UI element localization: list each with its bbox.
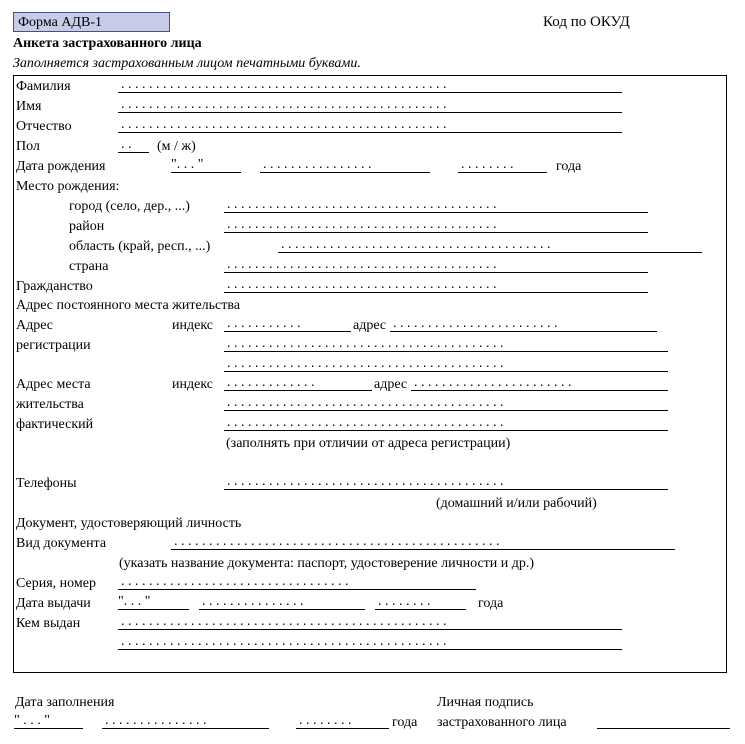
phones-note: (домашний и/или рабочий) [436,496,597,511]
patronymic-label: Отчество [16,119,72,134]
form-name: Форма АДВ-1 [18,15,102,30]
birth-day-field[interactable]: ". . . " [171,158,241,173]
region-label: область (край, респ., ...) [69,239,211,254]
first-name-field[interactable]: . . . . . . . . . . . . . . . . . . . . . . . . . . . . . . . . . . . . . . . . . . . . . . . [118,98,622,113]
district-field[interactable]: . . . . . . . . . . . . . . . . . . . . . . . . . . . . . . . . . . . . . . . [224,218,648,233]
actual-index-field[interactable]: . . . . . . . . . . . . . [224,376,372,391]
phones-label: Телефоны [16,476,77,491]
issued-by-field-1[interactable]: . . . . . . . . . . . . . . . . . . . . . . . . . . . . . . . . . . . . . . . . . . . . . . . [118,615,622,630]
citizenship-label: Гражданство [16,279,93,294]
form-title: Анкета застрахованного лица [13,36,202,51]
series-number-label: Серия, номер [16,576,96,591]
permanent-address-heading: Адрес постоянного места жительства [16,298,241,313]
phones-field[interactable]: . . . . . . . . . . . . . . . . . . . . . . . . . . . . . . . . . . . . . . . . [224,475,668,490]
okud-label: Код по ОКУД [543,14,630,30]
actual-address-label-line3: фактический [16,417,94,432]
issue-month-field[interactable]: . . . . . . . . . . . . . . . [199,595,365,610]
reg-index-label: индекс [172,318,213,333]
birth-year-field[interactable]: . . . . . . . . [458,158,547,173]
surname-label: Фамилия [16,79,71,94]
reg-address-field-1[interactable]: . . . . . . . . . . . . . . . . . . . . . . . . [390,317,657,332]
actual-address-label: адрес [374,377,408,392]
signature-label-line2: застрахованного лица [437,715,567,730]
city-label: город (село, дер., ...) [69,199,190,214]
citizenship-field[interactable]: . . . . . . . . . . . . . . . . . . . . . . . . . . . . . . . . . . . . . . . [224,278,648,293]
city-field[interactable]: . . . . . . . . . . . . . . . . . . . . . . . . . . . . . . . . . . . . . . . [224,198,648,213]
region-field[interactable]: . . . . . . . . . . . . . . . . . . . . . . . . . . . . . . . . . . . . . . . [278,238,702,253]
form-subtitle: Заполняется застрахованным лицом печатными буквами. [13,56,361,71]
birth-date-label: Дата рождения [16,159,106,174]
actual-address-field-3[interactable]: . . . . . . . . . . . . . . . . . . . . . . . . . . . . . . . . . . . . . . . . [224,416,668,431]
issue-year-suffix: года [478,596,504,611]
first-name-label: Имя [16,99,42,114]
surname-field[interactable]: . . . . . . . . . . . . . . . . . . . . . . . . . . . . . . . . . . . . . . . . . . . . . . . [118,78,622,93]
sex-hint: (м / ж) [157,139,196,154]
doc-type-label: Вид документа [16,536,107,551]
identity-doc-heading: Документ, удостоверяющий личность [16,516,242,531]
sex-field[interactable]: . . [118,138,149,153]
issued-by-label: Кем выдан [16,616,81,631]
reg-address-field-3[interactable]: . . . . . . . . . . . . . . . . . . . . . . . . . . . . . . . . . . . . . . . . [224,357,668,372]
fill-month-field[interactable]: . . . . . . . . . . . . . . . [102,714,269,729]
district-label: район [69,219,105,234]
fill-date-label: Дата заполнения [15,695,115,710]
actual-address-label-line1: Адрес места [16,377,91,392]
actual-address-label-line2: жительства [16,397,84,412]
fill-day-field[interactable]: " . . . " [14,714,83,729]
reg-address-label-line1: Адрес [16,318,54,333]
actual-address-field-2[interactable]: . . . . . . . . . . . . . . . . . . . . . . . . . . . . . . . . . . . . . . . . [224,396,668,411]
form-name-badge [13,12,170,32]
actual-address-field-1[interactable]: . . . . . . . . . . . . . . . . . . . . . . . [411,376,668,391]
fill-year-field[interactable]: . . . . . . . . [296,714,389,729]
patronymic-field[interactable]: . . . . . . . . . . . . . . . . . . . . . . . . . . . . . . . . . . . . . . . . . . . . . . . [118,118,622,133]
reg-address-field-2[interactable]: . . . . . . . . . . . . . . . . . . . . . . . . . . . . . . . . . . . . . . . . [224,337,668,352]
reg-address-label-line2: регистрации [16,338,91,353]
country-field[interactable]: . . . . . . . . . . . . . . . . . . . . . . . . . . . . . . . . . . . . . . . [224,258,648,273]
reg-index-field[interactable]: . . . . . . . . . . . [224,317,351,332]
sex-label: Пол [16,139,40,154]
actual-address-note: (заполнять при отличии от адреса регистрации) [226,436,511,451]
reg-address-label: адрес [353,318,387,333]
birth-year-suffix: года [556,159,582,174]
signature-field[interactable] [597,728,730,729]
doc-type-field[interactable]: . . . . . . . . . . . . . . . . . . . . . . . . . . . . . . . . . . . . . . . . . . . . . . . [171,535,675,550]
actual-index-label: индекс [172,377,213,392]
country-label: страна [69,259,109,274]
signature-label-line1: Личная подпись [437,695,534,710]
issue-date-label: Дата выдачи [16,596,91,611]
birthplace-label: Место рождения: [16,179,120,194]
issue-day-field[interactable]: ". . . " [118,595,189,610]
series-number-field[interactable]: . . . . . . . . . . . . . . . . . . . . . . . . . . . . . . . . . [118,575,476,590]
birth-month-field[interactable]: . . . . . . . . . . . . . . . . [260,158,430,173]
fill-year-suffix: года [392,715,418,730]
issued-by-field-2[interactable]: . . . . . . . . . . . . . . . . . . . . . . . . . . . . . . . . . . . . . . . . . . . . . . . [118,635,622,650]
doc-type-note: (указать название документа: паспорт, удостоверение личности и др.) [119,556,535,571]
issue-year-field[interactable]: . . . . . . . . [375,595,466,610]
